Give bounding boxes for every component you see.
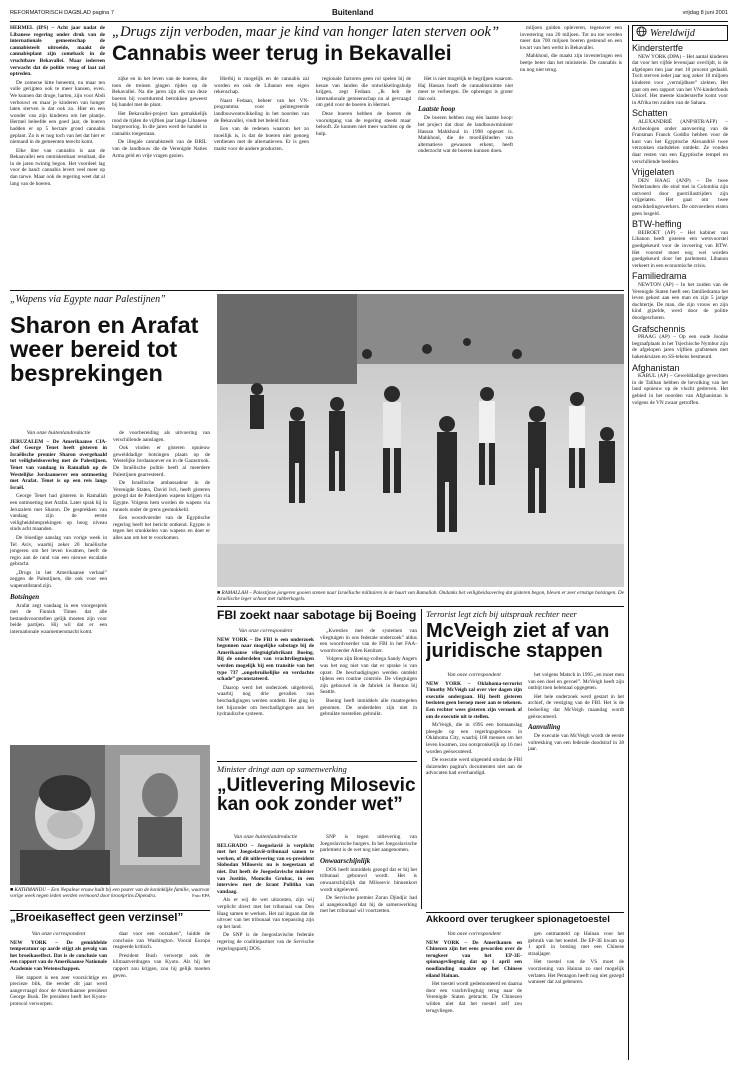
- wereld-item-title: Schatten: [632, 108, 668, 119]
- sharon-body-8: Een woordvoerder van de Egyptische regering heeft het bericht ontkend. Egypte is tegen het smokkelen van wapens en doet er alles aan om het te voorkomen.: [113, 515, 210, 541]
- cannabis-body-12: De boeren hebben nog één laatste hoop: het project dat door de landbouwminister Hassan Mahkhoul in 1998 opgezet is. Mahkhoul, die de moeilijkheden van alternatieve gewassen erkent, heeft onderzocht wat de boeren kunnen doen.: [418, 115, 513, 155]
- broeikas-kicker: „Broeikaseffect geen verzinsel”: [10, 913, 184, 924]
- milosevic-body-4: DOS heeft inmiddels gezegd dat er bij het tribunaal gebouwd wordt. Het is onwaarschijnlijk dat Milosevic binnenkort wordt uitgeleverd.: [320, 866, 417, 893]
- caption-marker-icon: ■: [217, 590, 222, 596]
- kathmandu-caption-text: KATHMANDU – Een Nepalese vrouw huilt bij een poster van de koninklijke familie, waarvan vorige week negen leden werden vermoord door kroonprins Dipendra.: [10, 887, 210, 900]
- akkoord-byline: Van onze correspondent: [447, 931, 501, 937]
- fbi-col-2: [320, 628, 417, 758]
- wereld-item: [632, 45, 728, 106]
- wereld-item-text: ALEXANDRIË (ANP/RTR/AFP) – Archeologen onder aanvoering van de Fransman Franck Goddio hebben voor de kust van het Egyptische Alexandrië twee verzonken stadsdelen ontdekt. Ze vonden daar resten van een Egyptische tempel en verschillende beelden.: [632, 118, 728, 165]
- akkoord-top-rule: [426, 912, 624, 913]
- wereld-item-text: NEW YORK (DPA) – Het aantal kinderen dat voor het vijfde levensjaar overlijdt, is de afgelopen tien jaar met 10 procent gedaald. Toch sterven ieder jaar nog zeker 10 miljoen kinderen voor „vermijdbare” ziekten. Het gaat om een rapport van het VN-kinderfonds Unicef. Het meeste kindersterfte komt voor in Afrika ten zuiden van de Sahara.: [632, 53, 728, 106]
- sharon-body-7: De Israëlische ambassadeur in de Verenigde Staten, David Ivri, heeft gisteren gezegd dat de Palestijnen wapens krijgen via Egypte. Volgens hem worden de wapens via tunnels onder de grens gesmokkeld.: [113, 480, 210, 513]
- wereld-item-title: Kinderstertfe: [632, 43, 684, 53]
- wereld-item-title: Familiedrama: [632, 271, 687, 282]
- milosevic-body-3: SNP is tegen uitlevering van Joegoslavische burgers. In het Joegoslavische parlement is de wet nog niet aangenomen.: [320, 834, 417, 854]
- wereld-item-title: BTW-heffing: [632, 219, 682, 230]
- wereld-item-text: NEWTON (AP) – In het zuiden van de Verenigde Staten heeft een familiedrama het leven gekost aan een man en zijn 5 jarige dochtertje. De man, die zijn vrouw en zijn kind gijzelde, werd door de politie doodgeschoten.: [632, 282, 728, 321]
- sharon-kicker: „Wapens via Egypte naar Palestijnen”: [10, 294, 166, 305]
- wereldwijd-title-bar: [632, 25, 728, 41]
- mcveigh-kicker: Terrorist legt zich bij uitspraak rechter neer: [426, 609, 577, 619]
- sharon-heading: [10, 294, 210, 424]
- cannabis-col-3: [214, 76, 309, 287]
- akkoord-body-1: Het toestel wordt gedemonteerd en daarna door een vrachtvliegtuig terug naar de Verenigde Staten gebracht. De Chinezen wilden niet dat het toestel zelf zou terugvliegen.: [426, 981, 522, 1014]
- milosevic-subhead: Onwaarschijnlijk: [320, 856, 371, 865]
- issue-date: vrijdag 8 juni 2001: [682, 10, 728, 16]
- wereld-item: [632, 221, 728, 269]
- wereld-item: [632, 273, 728, 321]
- fbi-body-1: Daarop werd het onderzoek uitgebreid, waarbij nog drie gevallen van beschadigingen werden ontdekt. Het ging in het bijzonder om beschadigingen aan het hydraulische systeem.: [217, 684, 314, 718]
- mcveigh-body-3: het volgens Matsch in 1995 „en moet men van een doel en gevoel”. McVeigh heeft zijn ontbijt toen helemaal opgegeten.: [528, 672, 624, 692]
- cannabis-body-9: regionale factoren geen rol spelen bij de keuze van landen die ontwikkelingshulp krijgen, zegt Fedaan. „Ik heb de internationale gemeenschap nu al gevraagd om geld voor de boeren in Hermel.: [316, 76, 411, 109]
- cannabis-body-4: Het Bekavallei-project kan gemakkelijk rond de tijden de vijftien jaar lange Libanese burgeroorlog. In die jaren werd de handel in cannabis toegestaan.: [112, 110, 207, 137]
- cannabis-body-13: miljoen gulden opleveren, tegenover een investering van 20 miljoen. Tot nu toe werden meer dan 700 miljoen boeren gesteund en een kwart van hen werkt in Bekavallei.: [520, 25, 622, 51]
- kathmandu-photo: [10, 745, 210, 885]
- cannabis-col-6: [520, 25, 622, 287]
- mcveigh-byline: Van onze correspondent: [447, 672, 501, 678]
- broeikas-col-1: [10, 931, 107, 1060]
- sharon-lead: JERUZALEM – De Amerikaanse CIA-chef George Tenet heeft gisteren in Israëlische premier Sharon overgehaald tot veiligheidsoverleg met de Palestijnen. Tenet van vandaag in Ramallah op de Westelijke Jordaanoever een ontmoeting met Arafat. Tenet is op een reis langs Israël.: [10, 438, 107, 491]
- fbi-top-rule: [217, 606, 624, 607]
- fbi-body-2: „Kwesties met de systemen van vliegtuigen in ons federale onderzoek” aldus een woordvoerder van de FBI in het FAA-woordvoerder Allen Kenitzer.: [320, 628, 417, 654]
- mcveigh-lead: NEW YORK – Oklahoma-terrorist Timothy McVeigh zal over vier dagen zijn executie ondergaan. Hij heeft gisteren besloten geen beroep meer aan te tekenen. Een rechter wees gisteren zijn verzoek af om de executie uit te stellen.: [426, 680, 522, 720]
- mcveigh-body-4: Het hele onderzoek werd gestart in het archief, de vestiging van de FBI. Het is de bedoeling dat McVeigh maandag wordt geëxecuteerd.: [528, 693, 624, 720]
- cannabis-lead: HERMEL (IPS) – Acht jaar nadat de Libanese regering onder druk van de internationale gemeenschap de cannabisteelt uitroeide, maakt de cannabisplant zijn comeback in de vruchtbare Bekavallei. Maar iedereen verwacht dat de politie vroeg of laat zal optreden.: [10, 25, 105, 78]
- mcveigh-col-2: [528, 672, 624, 908]
- wereldwijd-sidebar: [632, 25, 728, 1060]
- cannabis-headline: Cannabis weer terug in Bekavallei: [112, 42, 452, 65]
- akkoord-lead: NEW YORK – De Amerikanen en Chinezen zijn het eens geworden over de terugkeer van het EP-3E-spionagevliegtuig dat op 1 april een noodlanding maakte op het Chinese eiland Hainan.: [426, 939, 522, 979]
- cannabis-body-1: De zomerse hitte beneemt, nu maar ten volle gerijpten ook te meer kansen, even. We kunnen dat droge, harten, zijn voor Abdi verbouwt en maar je kinderen van honger laten sterven is dat ook zo. Hier en een wonder van zijn kinderen om het plantje. Hermel beleefde een goed jaar, de boeren hadden er op 5 hectare grond cannabis geplant. Zo is er nog toch van het dat hier er niemand in de gemeenten terecht komt.: [10, 79, 105, 146]
- broeikas-lead: NEW YORK – De gemiddelde temperatuur op aarde stijgt als gevolg van het broeikaseffect. Dat is de conclusie van een rapport van de Amerikaanse Nationale Academie van Wetenschappen.: [10, 939, 107, 972]
- fbi-body-3: Volgens zijn Boeing-collega Sandy Angers was het nog niet van dat er sprake is van opzet. De beschadigingen werden ontdekt tijdens een routine controle. De vliegtuigen zijn gebouwd in de fabriek in Renton bij Seattle.: [320, 656, 417, 696]
- wereld-item: [632, 110, 728, 165]
- sharon-col-1: [10, 430, 107, 742]
- wereld-item: [632, 323, 728, 361]
- broeikas-body-3: President Bush verwerpt ook de klimaatverdragen van Kyoto. Als hij het rapport zou krijgen, zou hij gelijk moeten geven.: [113, 952, 210, 979]
- wereldwijd-title: Wereldwijd: [650, 27, 695, 39]
- fbi-col-1: [217, 628, 314, 758]
- fbi-lead: NEW YORK – De FBI is een onderzoek begonnen naar mogelijke sabotage bij de Amerikaanse vliegtuigfabrikant Boeing. Bij de onderdelen van vrachtvliegtuigen werden mogelijk bij een transitie van het type 737 „ongebruikelijke en verdachte schade” geconstateerd.: [217, 636, 314, 683]
- cannabis-body-7: Naast Fedaan, beheer van het VN-programma voor geïntegreerde landbouwontwikkeling in het noorden van de Bekavallei, vindt het beleid fout.: [214, 97, 309, 124]
- milosevic-lead: BELGRADO – Joegoslavië is verplicht met het Joegoslavië-tribunaal samen te werken, of dit uitlevering van ex-president Slobodan Milosevic nu is toegestaan of niet. Dat heeft de Joegoslavische minister van Justitie, Momcilo Grubac, in een interview met de krant Politika van vandaag.: [217, 842, 314, 895]
- sharon-body-3: „Drugs in het Amerikaanse verhaal” zeggen de Palestijnen, die ook voor een wapenstilstand zijn.: [10, 569, 107, 590]
- ramallah-caption: [217, 590, 624, 604]
- cannabis-body-10: Deze boeren hebben de boeren de vooruitgang van de regering steeds maar belooft. Ze kunnen niet meer wachten op de hulp.: [316, 110, 411, 137]
- kathmandu-caption: [10, 887, 210, 907]
- akkoord-heading: [426, 915, 624, 929]
- cannabis-body-6: Hierbij is mogelijk en de cannabis zal worden en ook de Libanon een eigen rekenschap.: [214, 76, 309, 96]
- milosevic-kicker: Minister dringt aan op samenwerking: [217, 764, 347, 774]
- cannabis-bottom-rule: [10, 290, 624, 291]
- kathmandu-credit: Foto EPA: [192, 893, 210, 899]
- milosevic-body-2: De SNP is de Joegoslavische federale regering de coalitiepartner van de Servische regeringspartij DOS.: [217, 932, 314, 952]
- sharon-subhead: Botsingen: [10, 592, 40, 601]
- akkoord-col-1: [426, 931, 522, 1060]
- akkoord-body-2: gen ontmanteld op Hainan voor het gebruik van het toestel. De EP-3E kwam op 1 april in botsing met een Chinese straaljager.: [528, 931, 624, 957]
- mcveigh-body-5: De executie van McVeigh wordt de eerste voltrekking van een federale doodstraf in 38 jaar.: [528, 733, 624, 753]
- wereld-item-title: Vrijgelaten: [632, 167, 675, 178]
- page-header: [10, 8, 728, 20]
- wereld-item-text: BEIROET (AP) – Het kabinet van Libanon heeft gisteren een wetsvoorstel goedgekeurd voor de invoering van BTW. Het voorstel moet nog wel worden goedgekeurd door het parlement. Libanon verkeert in een economische crisis.: [632, 229, 728, 269]
- broeikas-col-2: [113, 931, 210, 1060]
- milosevic-body-5: De Servische premier Zoran Djindjic had al aangekondigd dat hij de samenwerking met het tribunaal wil voortzetten.: [320, 895, 417, 915]
- mcveigh-heading: [426, 609, 624, 671]
- fbi-byline: Van onze correspondent: [238, 628, 293, 634]
- cannabis-body-2: Elke liter van cannabis is aan de Bekaavallei een onmiskenbaar resultaat, die in de jaren twintig begon. Het voordeel lag voor de hand: cannabis levert veel meer op dan tarwe. Maar ook de regering weet dat al lang van de boeren.: [10, 147, 105, 187]
- sidebar-divider: [628, 25, 629, 1060]
- wereld-item: [632, 169, 728, 217]
- broeikas-body-2: daar voor een oorzaken”, luidde de conclusie van Washington. Vooral Europa reageerde kritisch.: [113, 931, 210, 951]
- milosevic-col-2: [320, 834, 417, 1060]
- paper-name: REFORMATORISCH DAGBLAD pagina 7: [10, 10, 114, 16]
- fbi-heading: [217, 609, 417, 625]
- mcveigh-headline: McVeigh ziet af van juridische stappen: [426, 620, 610, 663]
- sharon-body-2: De bloedige aanslag van vorige week in Tel Aviv, waarbij zeker 20 Israëlische jongeren om het leven kwamen, heeft de regio aan de rand van een nieuwe escalatie gebracht.: [10, 534, 107, 568]
- header-rule: [10, 21, 728, 22]
- cannabis-subhead: Laatste hoop: [418, 105, 456, 114]
- mcveigh-body-1: McVeigh, die in 1995 een bomaanslag pleegde op een regeringsgebouw in Oklahoma City, waarbij 168 mensen om het leven kwamen, zou oorspronkelijk op 16 mei worden geëxecuteerd.: [426, 722, 522, 755]
- wereld-item-title: Grafschennis: [632, 323, 686, 334]
- cannabis-body-3: zijke en in het leven van de boeren, die toen de treinen gingen rijden op de Bekavallei. Na die jaren zijn elk van deze boeren bij voortdurend betrokken geweest bij handel met de plant.: [112, 76, 207, 109]
- cannabis-body-8: Een van de redenen waarom het zo moeilijk is, is dat de boeren niet genoeg verdienen met de alternatieven. Er is geen markt voor de andere producten.: [214, 126, 309, 152]
- fbi-headline: FBI zoekt naar sabotage bij Boeing: [217, 609, 417, 622]
- cannabis-body-14: Mahkhoul, die maakt zijn investeringen een beetje beter dan het ministerie. De cannabis is nu nog niet terug.: [520, 53, 622, 73]
- broeikas-top-rule: [10, 910, 210, 911]
- caption-marker-icon: ■: [10, 887, 15, 893]
- sharon-col-2: [113, 430, 210, 742]
- cannabis-col-4: [316, 76, 411, 287]
- sharon-body-6: Ook vinden er gisteren opnieuw gewelddadige botsingen plaats op de Westelijke Jordaanoever en in de Gazastrook. De Israëlische politie heeft al meerdere Palestijnen gearresteerd.: [113, 445, 210, 478]
- milosevic-body-1: Als er wij de wet uitzouten, zijn wij verplicht direct met het tribunaal van Den Haag samen te werken. Het zal ingaan dat de uitvoer van het tribunaal van toepassing zijn op het land.: [217, 897, 314, 930]
- wereld-item-title: Afghanistan: [632, 362, 680, 373]
- wereldwijd-items: [632, 41, 728, 1056]
- milosevic-byline: Van onze buitenlandredactie: [233, 834, 298, 840]
- wereld-item-text: PRAAG (AP) – Op een oude Joodse begraafplaats in het Tsjechische Nymbur zijn de afgelopen jaren vijftien grafstenen met hakenkruizen en SS-tekens besmeurd.: [632, 334, 728, 360]
- wereld-item-text: KABUL (AP) – Gewelddadige gevechten in de Taliban hebben de bevolking van het land opnieuw op de vlucht gedreven. Het gebied in het noorden van Afghanistan is volgens de VN zwaar getroffen.: [632, 373, 728, 406]
- milosevic-headline: „Uitlevering Milosevic kan ook zonder wet”: [217, 775, 416, 816]
- broeikas-heading: [10, 913, 210, 929]
- milosevic-top-rule: [217, 761, 417, 762]
- cannabis-lead-column: [10, 25, 105, 287]
- sharon-byline: Van onze buitenlandredactie: [26, 430, 91, 436]
- cannabis-kicker: „Drugs zijn verboden, maar je kind van honger laten sterven ook”: [112, 24, 500, 40]
- fbi-body-4: Boeing heeft inmiddels alle maatregelen genomen. De onderdelen zijn niet in gebruikte toestellen gebruikt.: [320, 697, 417, 718]
- milosevic-heading: [217, 764, 417, 832]
- mcveigh-left-rule: [421, 609, 422, 909]
- akkoord-body-3: Het toestel van de VS moet de voorziening van Hainan zo snel mogelijk verlaten. Het Pentagon heeft nog niet gezegd wanneer dat zal gebeuren.: [528, 959, 624, 986]
- section-name: Buitenland: [332, 8, 374, 17]
- cannabis-body-5: De illegale cannabisteelt van de BRIL van de landbouw die de Verenigde Naties Arma geld en vrije vragen gezien.: [112, 139, 207, 159]
- wereld-item: [632, 362, 728, 407]
- milosevic-col-1: [217, 834, 314, 1060]
- sharon-body-5: de voorbereiding als uitvoering van verschillende aanslagen.: [113, 430, 210, 443]
- globe-icon: [636, 25, 647, 42]
- sharon-headline: Sharon en Arafat weer bereid tot besprekingen: [10, 312, 199, 386]
- ramallah-caption-text: RAMALLAH – Palestijnse jongeren gooien stenen naar Israëlische militairen in de buurt van Ramallah. Ondanks het veiligheidsoverleg dat gisteren begon, bleven er zeer ernstige botsingen. De Israëlische leger schoot met rubberkogels.: [217, 590, 624, 603]
- akkoord-col-2: [528, 931, 624, 1060]
- broeikas-body-1: Het rapport is een zeer voorzichtige en precieze blik, die eerder dit jaar werd aangevraagd door de Amerikaanse president George Bush. De president heeft het Kyoto-protocol verworpen.: [10, 974, 107, 1007]
- akkoord-kicker: Akkoord over terugkeer spionagetoestel: [426, 915, 610, 925]
- cannabis-body-11: Het is niet mogelijk te begrijpen waarom. Haj Hassan hoeft de cannabisruimte niet meer te verbergen. De opbrengst is groter dan ooit.: [418, 76, 513, 102]
- sharon-body-1: George Tenet had gisteren in Ramallah een ontmoeting met Arafat. Later sprak hij in Jeruzalem met Sharon. De gesprekken van vandaag zijn de eerste veiligheidsbesprekingen op hoog niveau sinds acht maanden.: [10, 493, 107, 533]
- mcveigh-col-1: [426, 672, 522, 908]
- broeikas-byline: Van onze correspondent: [31, 931, 86, 937]
- mcveigh-subhead: Aanvulling: [528, 723, 561, 732]
- cannabis-col-2: [112, 76, 207, 287]
- sharon-body-4: Arafat zegt vandaag in een voorgesprek met de Finnish Times dat alle bestandsvoorstellen gelijk moeten zijn voor beide partijen. Hij wil dat er een internationale waarnemersmacht komt.: [10, 602, 107, 636]
- mcveigh-body-2: De executie werd uitgesteld omdat de FBI duizenden pagina's documenten niet aan de advocaten had overhandigd.: [426, 757, 522, 777]
- ramallah-photo: [217, 294, 624, 587]
- cannabis-col-5: [418, 76, 513, 287]
- wereld-item-text: DEN HAAG (ANP) – De twee Nederlanders die eind mei in Colombia zijn ontvoerd door guerrillastrijders zijn vrijgelaten. Het gaat om twee ontwikkelingswerkers. De ontvoerders eisten geen losgeld.: [632, 177, 728, 217]
